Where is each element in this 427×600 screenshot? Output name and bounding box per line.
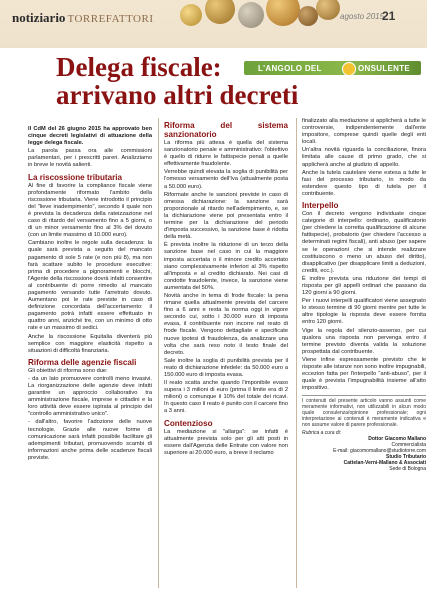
paragraph: La riforma più attesa è quella del sistema sanzionatorio penale e amministrativo: l'obiettivo è quello di ridurre le fattispecie penali a quelle effettivamente fraudolente. (164, 140, 288, 168)
column-3 (302, 118, 426, 472)
rubrica-label: Rubrica a cura di: (302, 430, 342, 437)
badge-label-right: ONSULENTE (358, 64, 411, 73)
paragraph: Con il decreto vengono individuate cinque categorie di interpello: ordinario, qualificatorio (per chiedere la corretta qualificazione di alcune fattispecie), probatorio (per chiedere l'accesso a determinati regimi fiscali), anti abuso (per sapere se le operazioni che si intende realizzare costituiscono o meno un abuso del diritto), disapplicativo (per disapplicare limiti a deduzioni, crediti, ecc.). (302, 211, 426, 274)
consultant-logo-icon (342, 62, 356, 76)
author-role: Commercialista (391, 442, 426, 449)
disclaimer: I contenuti del presente articolo vanno assunti come meramente informativi, non utilizzabili in alcun modo quale consulenza/opinione professionale; ogni interpretazione ai contenuti è meramente indicativa e non assume valore di parere professionale. (302, 395, 426, 428)
paragraph: finalizzato alla mediazione si applicherà a tutte le controversie, indipendentemente dall'ente impositore, comprese quindi quelle degli enti locali. (302, 118, 426, 146)
paragraph: Anche la tutela cautelare viene estesa a tutte le fasi del processo tributario, in modo da estendere questo tipo di tutela per il contribuente. (302, 169, 426, 197)
section-heading: Contenzioso (164, 418, 213, 428)
paragraph: È inoltre prevista una riduzione dei tempi di risposta per gli appelli ordinari che passano da 120 giorni a 90 giorni. (302, 275, 426, 297)
firm-name: Studio Tributario (386, 454, 426, 461)
paragraph: Verrebbe quindi elevata la soglia di punibilità per l'omesso versamento dell'Iva (attualmente posta a 50.000 euro). (164, 169, 288, 190)
paragraph: Cambiano inoltre le regole sulla decadenza: la quale sarà prevista a seguito del mancato pagamento di sole 5 rate (e non più 8), ma non farà scattare subito le procedure esecutive: prima di procedere a pignoramenti e blocchi, l'Agente della riscossione dovrà infatti consentire al contribuente di porre rimedio al mancato pagamento versando tutte l'arretrato dovuto. Aumentano poi le rate previste in caso di definizione concordata dell'accertamento: il pagamento potrà infatti essere effettuato in quattro anni, anziché tre, con un minimo di otto rate e un massimo di sedici. (28, 240, 152, 332)
author-name: Dottor Giacomo Mallano (368, 436, 426, 443)
paragraph: - da un lato promuovere controlli meno invasivi. La riorganizzazione delle agenzie deve infatti garantire un approccio collaborativo tra amministrazione fiscale, imprese e cittadini e la loro attività deve essere ispirata al principio del "controllo amministrativo unico". (28, 375, 152, 418)
column-1 (28, 126, 152, 463)
paragraph: Riformate anche le sanzioni previste in caso di omessa dichiarazione: la sanzione sarà proporzionale al ritardo nell'adempimento, e, se la dichiarazione viene poi presentata entro il termine per la dichiarazione del periodo d'imposta successivo, la sanzione base è ridotta della metà. (164, 191, 288, 241)
section-heading: Interpello (302, 201, 339, 211)
firm-office: Sede di Bologna (389, 466, 426, 473)
paragraph: Al fine di favorire la compliance fiscale viene profondamente riformato l'ambito della riscossione tributaria. Viene introdotto il principio del "lieve inadempimento", secondo il quale non è prevista la decadenza della rateizzazione nel caso di ritardo del versamento fino a 5 giorni, o di un minor versamento fino al 3% del dovuto (con un limite massimo di 10.000 euro). (28, 182, 152, 239)
issue-date: agosto 2015 (340, 12, 385, 21)
section-heading: La riscossione tributaria (28, 172, 123, 182)
magazine-subtitle: TORREFATTORI (67, 13, 154, 25)
paragraph: Sale inoltre la soglia di punibilità prevista per il reato di dichiarazione infedele: da 50.000 euro a 150.000 euro di imposta evasa. (164, 357, 288, 378)
section-heading: Riforma delle agenzie fiscali (28, 357, 137, 367)
magazine-header (0, 10, 427, 28)
paragraph: La mediazione si "allarga": se infatti è attualmente prevista solo per gli atti posti in essere dall'Agenzia delle Entrate con valore non superiore ai 20.000 euro, a breve il reclamo (164, 428, 288, 456)
column-divider (296, 118, 297, 588)
section-badge (244, 61, 421, 75)
article-lead: Il CdM del 26 giugno 2015 ha approvato ben cinque decreti legislativi di attuazione della legge delega fiscale. (28, 126, 152, 147)
column-2 (164, 118, 288, 458)
paragraph: Novità anche in tema di frode fiscale: la pena rimane quella attualmente prevista del carcere fino a 6 anni e resta la norma oggi in vigore secondo cui, sotto i 30.000 euro di imposta evasa, il contribuente non incorre nel reato di frode fiscale. Vengono dettagliate e specificate nuove ipotesi di fraudolenza, da analizzare una volta che sarà reso noto il testo finale del decreto. (164, 292, 288, 356)
paragraph: Il reato scatta anche quando l'imponibile evaso supera i 3 milioni di euro (prima il limite era di 2 milioni) o comunque il 10% del totale dei ricavi. In questo caso il reato è punito con il carcere fino a 3 anni. (164, 380, 288, 415)
paragraph: È prevista inoltre la riduzione di un terzo della sanzione base nel caso in cui la maggiore imposta accertata o il minore credito accertato siano complessivamente inferiori al 3% rispetto all'imposta e al credito dichiarato. Nei casi di condotte fraudolente, invece, la sanzione viene aumentata del 50%. (164, 242, 288, 291)
paragraph: Vige la regola del silenzio-assenso, per cui qualora una risposta non pervenga entro il termine previsto diventa valida la soluzione prospettata dal contribuente. (302, 327, 426, 355)
page-number: 21 (382, 9, 396, 23)
paragraph: - dall'altro, favorire l'adozione delle nuove tecnologie. Grazie alle nuove forme di comunicazione sarà infatti possibile facilitare gli adempimenti tributari, promuovendo scambi di informazioni anche prima delle scadenze fiscali previste. (28, 419, 152, 461)
title-line-1: Delega fiscale: (56, 52, 222, 82)
badge-label-left: L'ANGOLO DEL (258, 64, 322, 73)
magazine-title: notiziario (12, 10, 66, 25)
title-line-2: arrivano altri decreti (56, 80, 299, 110)
paragraph: Un'altra novità riguarda la conciliazione, finora limitata alle cause di primo grado, che si applicherà anche al giudizio di appello. (302, 147, 426, 168)
paragraph: Anche la riscossione Equitalia diventerà più semplice con maggiore elasticità rispetto a situazioni di difficoltà finanziaria. (28, 333, 152, 354)
author-signature (302, 430, 426, 472)
paragraph: Per i nuovi interpelli qualificatori viene assegnato lo stesso termine di 90 giorni mentre per tutte le altre tipologie la risposta deve essere fornita entro 120 giorni. (302, 298, 426, 326)
firm-partners: Cattelan-Verni-Mallano & Associati (343, 460, 426, 467)
section-heading: Riforma del sistema sanzionatorio (164, 121, 288, 139)
paragraph: Viene infine espressamente previsto che le risposte alle istanze non sono inoltre impugnabili, eccezion fatta per l'interpello "anti-abuso", per il quale è prevista l'impugnabilità insieme all'atto impositivo. (302, 356, 426, 392)
magazine-name (12, 10, 154, 26)
paragraph: Gli obiettivi di riforma sono due: (28, 367, 108, 374)
author-email[interactable]: E-mail: giacomomallano@studiotorre.com (333, 448, 426, 455)
paragraph: La parola passa ora alle commissioni parlamentari, per i prescritti pareri. Analizziamo in breve le novità salienti. (28, 148, 152, 169)
column-divider (158, 118, 159, 588)
